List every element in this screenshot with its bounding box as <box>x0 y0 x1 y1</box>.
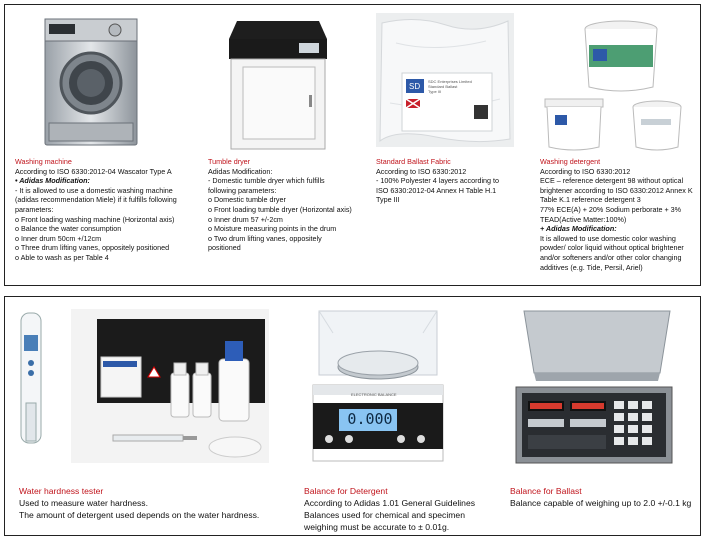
text-line: Used to measure water hardness. <box>19 498 148 508</box>
svg-text:SD: SD <box>409 82 421 91</box>
text-line: parameters: <box>15 204 54 214</box>
modification-heading: + Adidas Modification: <box>540 224 617 234</box>
modification-heading: • Adidas Modification: <box>15 176 90 186</box>
text-line: According to ISO 6330:2012 <box>376 166 467 176</box>
text-line: additives (e.g. Tide, Persil, Ariel) <box>540 262 643 272</box>
text-line: According to ISO 6330:2012 <box>540 166 631 176</box>
washing-detergent-title: Washing detergent <box>540 157 601 166</box>
water-tester-image <box>13 307 271 465</box>
washing-machine-text <box>15 157 211 263</box>
text-line: o Balance the water consumption <box>15 224 122 234</box>
balance-ballast-title: Balance for Ballast <box>510 486 582 496</box>
text-line: and/or softeners and/or other color changing <box>540 252 682 262</box>
water-tester-text <box>19 485 309 521</box>
text-line: Adidas Modification: <box>208 166 273 176</box>
text-line: o Two drum lifting vanes, oppositely <box>208 233 322 243</box>
package-line: Type III <box>428 89 442 94</box>
ballast-balance-image <box>510 307 678 467</box>
text-line: o Able to wash as per Table 4 <box>15 252 109 262</box>
balance-ballast-text <box>510 485 700 509</box>
ballast-fabric-title: Standard Ballast Fabric <box>376 157 451 166</box>
text-line: (adidas recommendation Miele) if it fulfills following <box>15 195 177 205</box>
text-line: o Moisture measuring points in the drum <box>208 224 337 234</box>
text-line: - It is allowed to use a domestic washing machine <box>15 185 173 195</box>
detergent-balance-image <box>309 305 447 467</box>
text-line: 77% ECE(A) + 20% Sodium perborate + 3% <box>540 204 682 214</box>
ballast-fabric-text <box>376 157 536 205</box>
text-line: The amount of detergent used depends on the water hardness. <box>19 510 260 520</box>
package-label <box>428 79 472 94</box>
text-line: Table K.1 reference detergent 3 <box>540 195 641 205</box>
tumble-dryer-title: Tumble dryer <box>208 157 251 166</box>
text-line: o Inner drum 57 +/-2cm <box>208 214 283 224</box>
text-line: ECE – reference detergent 98 without optical <box>540 176 684 186</box>
text-line: positioned <box>208 243 241 253</box>
text-line: - Domestic tumble dryer which fulfills <box>208 176 325 186</box>
detergent-tubs-image <box>541 15 691 155</box>
balance-display: 0.000 <box>347 410 393 428</box>
text-line: o Three drum lifting vanes, oppositely positioned <box>15 243 170 253</box>
text-line: Type III <box>376 195 400 205</box>
text-line: powder/ color liquid without optical brightener <box>540 243 684 253</box>
text-line: following parameters: <box>208 185 277 195</box>
balance-brand: ELECTRONIC BALANCE <box>351 392 397 397</box>
text-line: According to ISO 6330:2012-04 Wascator Type A <box>15 166 172 176</box>
washing-detergent-text <box>540 157 700 272</box>
text-line: It is allowed to use domestic color washing <box>540 233 676 243</box>
top-panel <box>4 4 701 286</box>
text-line: TEAD(Active Matter:100%) <box>540 214 627 224</box>
washing-machine-image <box>37 15 145 151</box>
tumble-dryer-text <box>208 157 374 253</box>
text-line: o Domestic tumble dryer <box>208 195 286 205</box>
text-line: Balance capable of weighing up to 2.0 +/-0.1 kg <box>510 498 692 508</box>
text-line: ISO 6330:2012-04 Annex H Table H.1 <box>376 185 497 195</box>
text-line: o Front loading washing machine (Horizontal axis) <box>15 214 175 224</box>
bottom-panel <box>4 296 701 536</box>
package-line: SDC Enterprises Limited <box>428 79 472 84</box>
balance-detergent-text <box>304 485 509 533</box>
tumble-dryer-image <box>223 15 333 151</box>
text-line: o Inner drum 50cm +/12cm <box>15 233 102 243</box>
text-line: - 100% Polyester 4 layers according to <box>376 176 500 186</box>
text-line: According to Adidas 1.01 General Guidelines <box>304 498 476 508</box>
balance-detergent-title: Balance for Detergent <box>304 486 388 496</box>
water-tester-title: Water hardness tester <box>19 486 104 496</box>
text-line: weighing must be accurate to ± 0.01g. <box>304 522 450 532</box>
package-line: Standard Ballast <box>428 84 458 89</box>
text-line: o Front loading tumble dryer (Horizontal axis) <box>208 204 352 214</box>
text-line: Balances used for chemical and specimen <box>304 510 465 520</box>
ballast-fabric-image <box>376 13 514 147</box>
text-line: brightener according to ISO 6330:2012 Annex K <box>540 185 693 195</box>
washing-machine-title: Washing machine <box>15 157 72 166</box>
